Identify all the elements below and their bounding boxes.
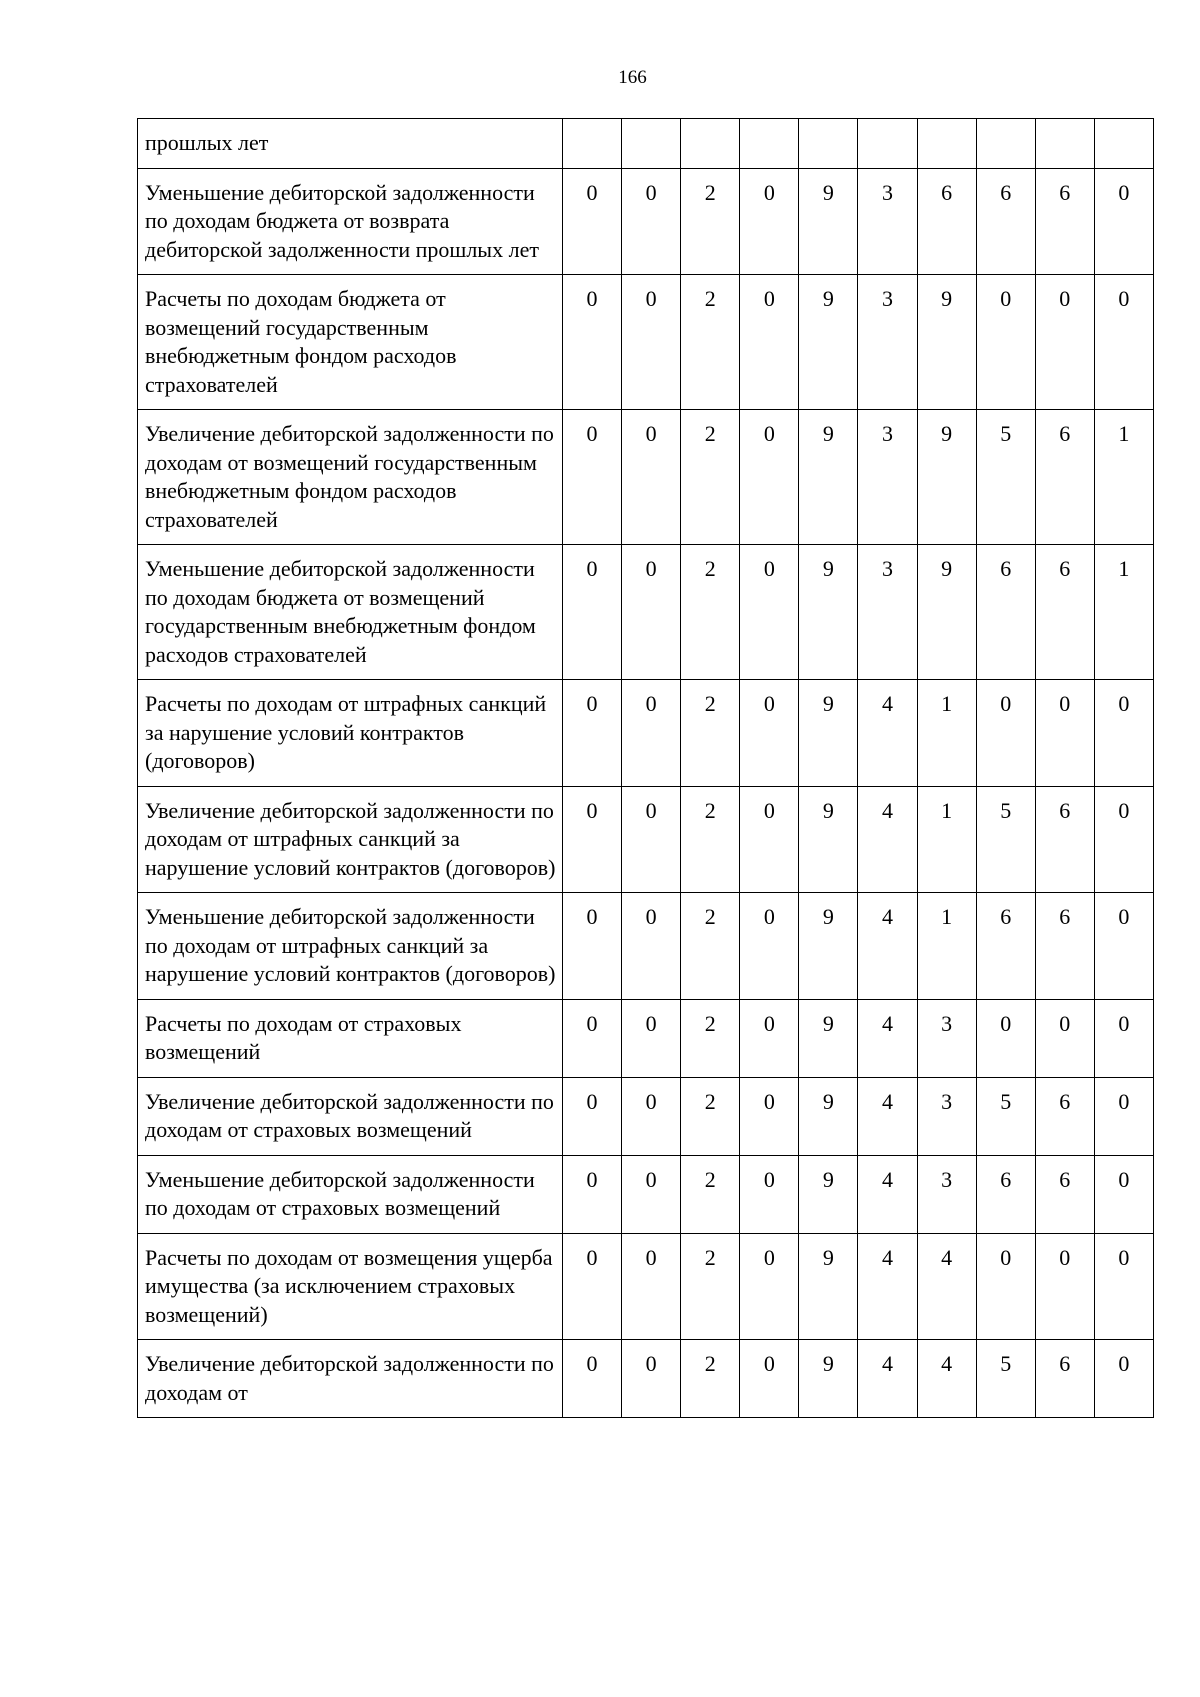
code-digit-cell: 0 [740, 1233, 799, 1340]
row-description: Расчеты по доходам от страховых возмещений [138, 999, 563, 1077]
table-row [138, 545, 1154, 680]
code-digit-cell: 6 [917, 168, 976, 275]
row-description: Увеличение дебиторской задолженности по доходам от [138, 1340, 563, 1418]
code-digit-cell: 0 [622, 999, 681, 1077]
code-digit-cell: 5 [976, 786, 1035, 893]
table-row [138, 893, 1154, 1000]
code-digit-cell: 0 [563, 1233, 622, 1340]
code-digit-cell: 2 [681, 1233, 740, 1340]
code-digit-cell: 9 [799, 893, 858, 1000]
row-description: Расчеты по доходам от возмещения ущерба имущества (за исключением страховых возмещений) [138, 1233, 563, 1340]
code-digit-cell: 6 [976, 545, 1035, 680]
table-row [138, 1077, 1154, 1155]
table-row [138, 1155, 1154, 1233]
code-digit-cell: 9 [799, 786, 858, 893]
code-digit-cell: 6 [976, 168, 1035, 275]
code-digit-cell: 5 [976, 1077, 1035, 1155]
table-row [138, 119, 1154, 169]
code-digit-cell: 4 [858, 1233, 917, 1340]
code-digit-cell: 0 [563, 410, 622, 545]
code-digit-cell: 9 [917, 410, 976, 545]
code-digit-cell: 0 [563, 1155, 622, 1233]
code-digit-cell: 2 [681, 1077, 740, 1155]
code-digit-cell: 0 [622, 168, 681, 275]
code-digit-cell: 5 [976, 1340, 1035, 1418]
code-digit-cell: 6 [1035, 1340, 1094, 1418]
row-description: Расчеты по доходам бюджета от возмещений государственным внебюджетным фондом расходов страхователей [138, 275, 563, 410]
code-digit-cell [563, 119, 622, 169]
table-row [138, 786, 1154, 893]
code-digit-cell: 2 [681, 999, 740, 1077]
code-digit-cell: 9 [799, 999, 858, 1077]
code-digit-cell: 4 [858, 680, 917, 787]
code-digit-cell: 0 [563, 786, 622, 893]
code-digit-cell: 4 [917, 1340, 976, 1418]
code-digit-cell: 4 [858, 1340, 917, 1418]
code-digit-cell: 2 [681, 1340, 740, 1418]
code-digit-cell: 0 [740, 999, 799, 1077]
code-digit-cell: 0 [622, 680, 681, 787]
code-digit-cell: 0 [740, 1155, 799, 1233]
code-digit-cell: 3 [858, 410, 917, 545]
code-digit-cell: 0 [622, 1233, 681, 1340]
code-digit-cell [1035, 119, 1094, 169]
code-digit-cell: 2 [681, 786, 740, 893]
code-digit-cell: 0 [622, 1077, 681, 1155]
code-digit-cell: 0 [1035, 999, 1094, 1077]
row-description: Увеличение дебиторской задолженности по доходам от возмещений государственным внебюджетным фондом расходов страхователей [138, 410, 563, 545]
code-digit-cell: 4 [858, 786, 917, 893]
table-row [138, 275, 1154, 410]
code-digit-cell: 6 [976, 1155, 1035, 1233]
row-description: Уменьшение дебиторской задолженности по доходам бюджета от возмещений государственным внебюджетным фондом расходов страхователей [138, 545, 563, 680]
code-digit-cell: 4 [858, 1155, 917, 1233]
code-digit-cell: 0 [563, 999, 622, 1077]
code-digit-cell: 3 [858, 545, 917, 680]
code-digit-cell [858, 119, 917, 169]
code-digit-cell: 0 [1094, 275, 1153, 410]
code-digit-cell: 0 [1035, 1233, 1094, 1340]
code-digit-cell: 0 [563, 545, 622, 680]
code-digit-cell: 1 [1094, 410, 1153, 545]
code-digit-cell: 1 [917, 680, 976, 787]
code-digit-cell: 0 [563, 275, 622, 410]
code-digit-cell: 9 [799, 1077, 858, 1155]
code-digit-cell: 9 [799, 1340, 858, 1418]
code-digit-cell: 0 [622, 410, 681, 545]
code-digit-cell: 2 [681, 275, 740, 410]
code-digit-cell: 0 [1035, 275, 1094, 410]
code-digit-cell: 2 [681, 680, 740, 787]
code-digit-cell: 0 [1094, 999, 1153, 1077]
code-digit-cell: 0 [976, 275, 1035, 410]
table-row [138, 1340, 1154, 1418]
code-digit-cell: 0 [563, 893, 622, 1000]
code-digit-cell: 6 [1035, 1077, 1094, 1155]
code-digit-cell: 1 [917, 893, 976, 1000]
code-digit-cell: 0 [563, 1077, 622, 1155]
code-digit-cell: 0 [622, 545, 681, 680]
code-digit-cell: 9 [799, 1155, 858, 1233]
code-digit-cell: 9 [799, 410, 858, 545]
code-digit-cell: 0 [976, 999, 1035, 1077]
code-digit-cell: 0 [740, 275, 799, 410]
table-row [138, 168, 1154, 275]
code-digit-cell: 0 [622, 893, 681, 1000]
row-description: прошлых лет [138, 119, 563, 169]
row-description: Уменьшение дебиторской задолженности по доходам от страховых возмещений [138, 1155, 563, 1233]
account-codes-table [137, 118, 1154, 1418]
code-digit-cell: 0 [1094, 893, 1153, 1000]
code-digit-cell: 0 [1094, 1077, 1153, 1155]
code-digit-cell: 6 [1035, 545, 1094, 680]
code-digit-cell: 0 [563, 680, 622, 787]
code-digit-cell: 0 [1094, 1155, 1153, 1233]
code-digit-cell: 3 [858, 168, 917, 275]
code-digit-cell [799, 119, 858, 169]
code-digit-cell: 5 [976, 410, 1035, 545]
code-digit-cell: 0 [1094, 1340, 1153, 1418]
code-digit-cell: 0 [976, 680, 1035, 787]
code-digit-cell: 9 [799, 168, 858, 275]
code-digit-cell: 0 [563, 1340, 622, 1418]
code-digit-cell: 0 [740, 410, 799, 545]
code-digit-cell: 0 [740, 1077, 799, 1155]
code-digit-cell: 3 [917, 1155, 976, 1233]
code-digit-cell: 2 [681, 545, 740, 680]
code-digit-cell [917, 119, 976, 169]
code-digit-cell: 0 [740, 786, 799, 893]
code-digit-cell: 9 [799, 545, 858, 680]
code-digit-cell [681, 119, 740, 169]
code-digit-cell: 4 [858, 1077, 917, 1155]
code-digit-cell: 9 [799, 1233, 858, 1340]
code-digit-cell [1094, 119, 1153, 169]
code-digit-cell: 0 [1094, 786, 1153, 893]
table-row [138, 1233, 1154, 1340]
row-description: Расчеты по доходам от штрафных санкций за нарушение условий контрактов (договоров) [138, 680, 563, 787]
table-row [138, 680, 1154, 787]
code-digit-cell: 2 [681, 168, 740, 275]
code-digit-cell: 0 [622, 1340, 681, 1418]
code-digit-cell: 3 [917, 999, 976, 1077]
code-digit-cell: 0 [740, 1340, 799, 1418]
code-digit-cell: 0 [622, 786, 681, 893]
code-digit-cell: 3 [858, 275, 917, 410]
code-digit-cell: 0 [1094, 168, 1153, 275]
code-digit-cell: 6 [1035, 893, 1094, 1000]
code-digit-cell: 4 [858, 893, 917, 1000]
code-digit-cell: 2 [681, 1155, 740, 1233]
code-digit-cell: 4 [858, 999, 917, 1077]
code-digit-cell: 6 [976, 893, 1035, 1000]
row-description: Увеличение дебиторской задолженности по доходам от страховых возмещений [138, 1077, 563, 1155]
table-row [138, 999, 1154, 1077]
code-digit-cell: 6 [1035, 410, 1094, 545]
table-body [138, 119, 1154, 1418]
code-digit-cell: 0 [740, 545, 799, 680]
code-digit-cell: 1 [1094, 545, 1153, 680]
code-digit-cell [976, 119, 1035, 169]
row-description: Уменьшение дебиторской задолженности по доходам от штрафных санкций за нарушение условий контрактов (договоров) [138, 893, 563, 1000]
code-digit-cell: 0 [1035, 680, 1094, 787]
code-digit-cell: 9 [917, 275, 976, 410]
code-digit-cell: 2 [681, 410, 740, 545]
code-digit-cell: 0 [563, 168, 622, 275]
row-description: Увеличение дебиторской задолженности по доходам от штрафных санкций за нарушение условий контрактов (договоров) [138, 786, 563, 893]
code-digit-cell: 0 [976, 1233, 1035, 1340]
code-digit-cell: 6 [1035, 1155, 1094, 1233]
code-digit-cell: 3 [917, 1077, 976, 1155]
code-digit-cell [622, 119, 681, 169]
code-digit-cell: 9 [799, 680, 858, 787]
code-digit-cell: 9 [799, 275, 858, 410]
code-digit-cell: 0 [622, 1155, 681, 1233]
code-digit-cell: 1 [917, 786, 976, 893]
code-digit-cell: 0 [622, 275, 681, 410]
code-digit-cell: 0 [740, 893, 799, 1000]
code-digit-cell: 4 [917, 1233, 976, 1340]
code-digit-cell: 6 [1035, 168, 1094, 275]
code-digit-cell: 0 [1094, 1233, 1153, 1340]
code-digit-cell: 0 [740, 680, 799, 787]
code-digit-cell [740, 119, 799, 169]
code-digit-cell: 9 [917, 545, 976, 680]
code-digit-cell: 6 [1035, 786, 1094, 893]
code-digit-cell: 2 [681, 893, 740, 1000]
row-description: Уменьшение дебиторской задолженности по доходам бюджета от возврата дебиторской задолженности прошлых лет [138, 168, 563, 275]
code-digit-cell: 0 [1094, 680, 1153, 787]
table-row [138, 410, 1154, 545]
code-digit-cell: 0 [740, 168, 799, 275]
page-number: 166 [618, 67, 647, 88]
